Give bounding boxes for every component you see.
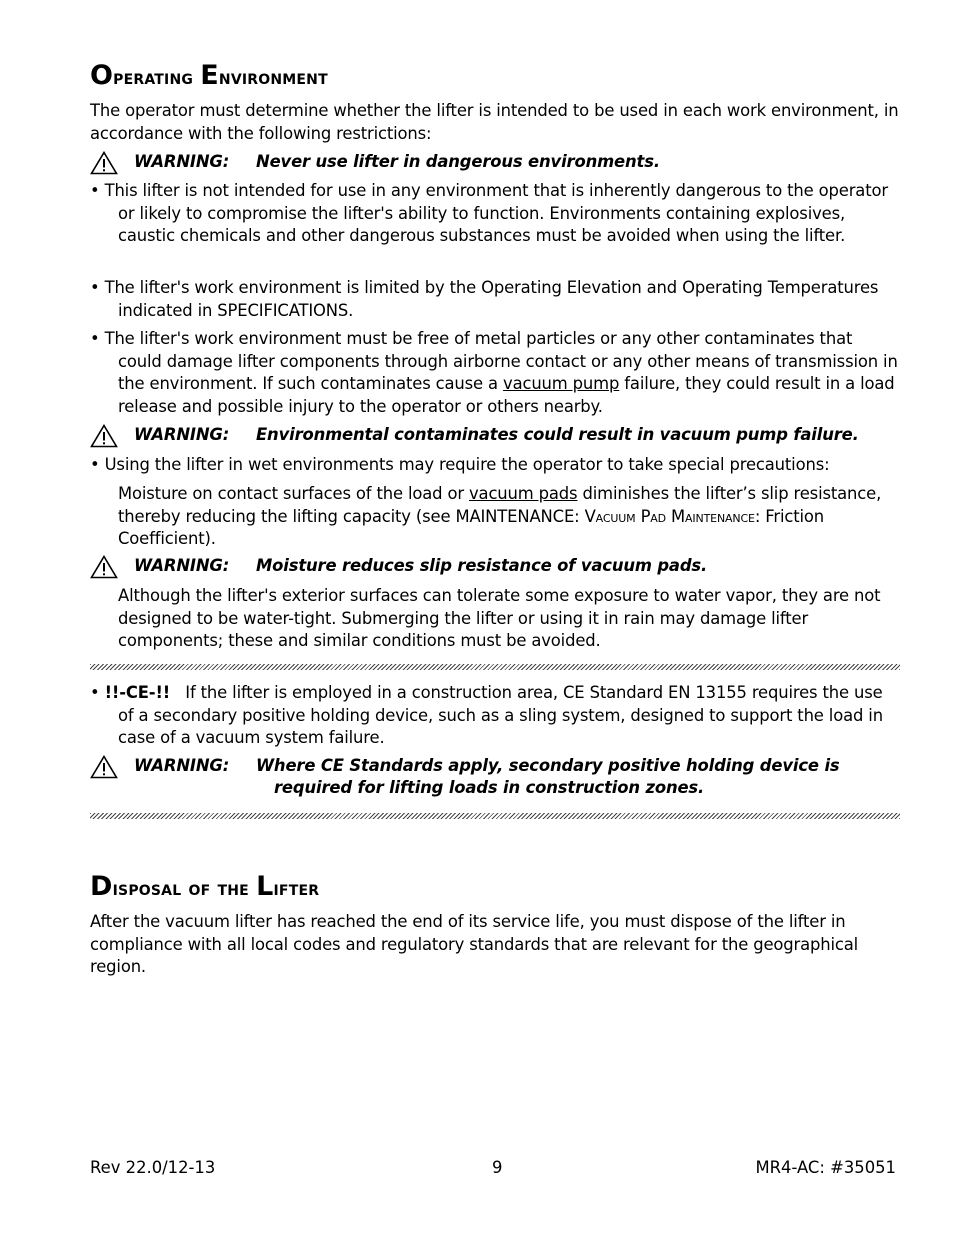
warning-label: WARNING: <box>134 556 230 575</box>
warning-message: Environmental contaminates could result in vacuum pump failure. <box>256 425 859 444</box>
hatched-divider <box>90 664 900 670</box>
warning-label: WARNING: <box>134 425 230 444</box>
ce-tag: !!-CE-!! <box>104 683 171 702</box>
warning-triangle-icon <box>90 424 118 448</box>
warning-triangle-icon <box>90 555 118 579</box>
vacuum-pump-link[interactable]: vacuum pump <box>503 374 620 394</box>
bullet-dangerous-environment: • This lifter is not intended for use in any environment that is inherently dangerous to the operator or likely to compromise the lifter's ability to function. Environments containing explosives, caustic chemicals and other dangerous substances must be avoided when using the lifter. <box>90 181 888 246</box>
warning-triangle-icon <box>90 151 118 175</box>
warning-triangle-icon <box>90 755 118 779</box>
section-title-operating-environment: Operating Environment <box>90 60 328 91</box>
bullet-contaminates: • The lifter's work environment must be free of metal particles or any other contaminates that could damage lifter components through airborne contact or any other means of transmission in the environment. If such contaminates cause a vacuum pump failure, they could result in a load release and possible injury to the operator or others nearby. <box>90 329 898 416</box>
footer-page-number: 9 <box>492 1158 503 1177</box>
warning-message-line2: required for lifting loads in construction zones. <box>274 778 705 797</box>
warning-message: Never use lifter in dangerous environments. <box>256 152 660 171</box>
bullet-ce-standard: • !!-CE-!! If the lifter is employed in a construction area, CE Standard EN 13155 requires the use of a secondary positive holding device, such as a sling system, designed to support the load in case of a vacuum system failure. <box>90 683 888 748</box>
hatched-divider <box>90 813 900 819</box>
moisture-paragraph: Moisture on contact surfaces of the load or vacuum pads diminishes the lifter’s slip resistance, thereby reducing the lifting capacity (see MAINTENANCE: Vacuum Pad Maintenance: Friction Coefficient). <box>118 484 882 549</box>
footer-revision: Rev 22.0/12-13 <box>90 1158 216 1177</box>
section-title-disposal: Disposal of the Lifter <box>90 871 320 902</box>
disposal-paragraph: After the vacuum lifter has reached the end of its service life, you must dispose of the lifter in compliance with all local codes and regulatory standards that are relevant for the geographical region. <box>90 912 859 977</box>
bullet-wet-environments: • Using the lifter in wet environments may require the operator to take special precautions: <box>90 455 830 474</box>
warning-label: WARNING: <box>134 756 230 775</box>
vacuum-pads-link[interactable]: vacuum pads <box>469 484 578 503</box>
exterior-surfaces-paragraph: Although the lifter's exterior surfaces can tolerate some exposure to water vapor, they are not designed to be water-tight. Submerging the lifter or using it in rain may damage lifter components; these and similar conditions must be avoided. <box>118 586 881 651</box>
intro-paragraph: The operator must determine whether the lifter is intended to be used in each work environment, in accordance with the following restrictions: <box>90 101 899 143</box>
bullet-elevation-temperature: • The lifter's work environment is limited by the Operating Elevation and Operating Temperatures indicated in SPECIFICATIONS. <box>90 278 879 320</box>
warning-label: WARNING: <box>134 152 230 171</box>
warning-message-line1: Where CE Standards apply, secondary positive holding device is <box>256 756 840 775</box>
warning-message: Moisture reduces slip resistance of vacuum pads. <box>256 556 708 575</box>
footer-model-number: MR4-AC: #35051 <box>755 1158 896 1177</box>
